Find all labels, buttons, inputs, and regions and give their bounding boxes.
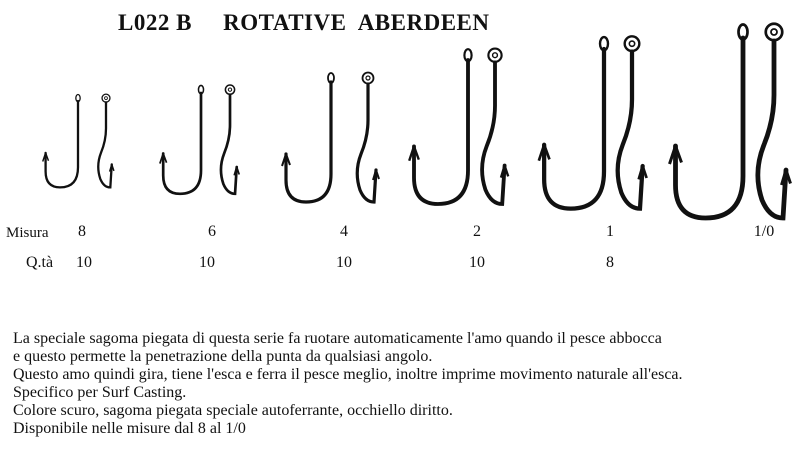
hook-size-4 — [282, 73, 379, 203]
product-description — [13, 330, 683, 438]
description-line: Specifico per Surf Casting. — [13, 384, 187, 401]
qty-cell: 10 — [199, 254, 215, 271]
size-cell: 1 — [606, 223, 614, 240]
qty-cell: 10 — [469, 254, 485, 271]
hook-size-1 — [539, 36, 647, 208]
description-line: La speciale sagoma piegata di questa serie fa ruotare automaticamente l'amo quando il pesce abbocca — [13, 330, 662, 347]
qty-row-label: Q.tà — [26, 254, 54, 271]
hook-size-1-0 — [670, 24, 791, 218]
size-cell: 8 — [78, 223, 86, 240]
product-title: L022 B ROTATIVE ABERDEEN — [118, 10, 490, 35]
size-cell: 1/0 — [753, 223, 775, 240]
qty-cell: 10 — [76, 254, 92, 271]
hook-size-6 — [160, 85, 239, 194]
size-row-label: Misura — [6, 225, 49, 241]
description-line: e questo permette la penetrazione della punta da qualsiasi angolo. — [13, 348, 433, 365]
description-line: Questo amo quindi gira, tiene l'esca e ferra il pesce meglio, inoltre imprime movimento naturale all'esca. — [13, 366, 683, 383]
size-cell: 2 — [473, 223, 481, 240]
hook-size-2 — [409, 49, 508, 204]
size-cell: 4 — [340, 223, 348, 240]
qty-cell: 10 — [336, 254, 352, 271]
description-line: Disponibile nelle misure dal 8 al 1/0 — [13, 420, 246, 437]
description-line: Colore scuro, sagoma piegata speciale autoferrante, occhiello diritto. — [13, 402, 453, 419]
size-cell: 6 — [208, 223, 216, 240]
qty-cell: 8 — [606, 254, 614, 271]
hook-size-8 — [43, 94, 114, 187]
